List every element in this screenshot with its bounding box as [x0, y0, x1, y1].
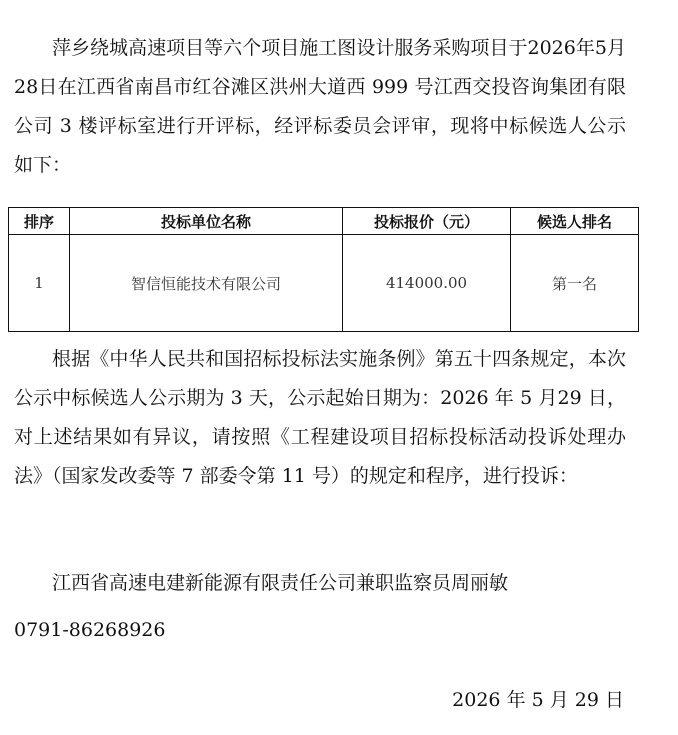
- publish-date: 2026 年 5 月 29 日: [452, 689, 624, 711]
- table-header-row: [9, 208, 639, 235]
- contact-person: 江西省高速电建新能源有限责任公司兼职监察员周丽敏: [52, 572, 509, 594]
- cell-rank: 1: [9, 235, 70, 332]
- header-rank: 排序: [9, 208, 70, 235]
- notice-paragraph: 根据《中华人民共和国招标投标法实施条例》第五十四条规定，本次公示中标候选人公示期为 3 天，公示起始日期为：2026 年 5 月29 日，对上述结果如有异议，请按照《工程建设项目招标投标活动投诉处理办法》（国家发改委等 7 部委令第 11 号）的规定和程序，进行投诉：: [14, 348, 626, 487]
- table-row: [9, 235, 639, 332]
- header-bid-price: 投标报价（元）: [343, 208, 511, 235]
- intro-paragraph: 萍乡绕城高速项目等六个项目施工图设计服务采购项目于2026年5月28日在江西省南昌市红谷滩区洪州大道西 999 号江西交投咨询集团有限公司 3 楼评标室进行开评标，经评标委员会评审，现将中标候选人公示如下：: [14, 37, 626, 176]
- cell-bidder-name: 智信恒能技术有限公司: [70, 235, 343, 332]
- cell-bid-price: 414000.00: [343, 235, 511, 332]
- header-bidder-name: 投标单位名称: [70, 208, 343, 235]
- cell-candidate-ranking: 第一名: [511, 235, 639, 332]
- header-candidate-ranking: 候选人排名: [511, 208, 639, 235]
- contact-phone: 0791-86268926: [14, 619, 166, 641]
- candidate-table: [8, 207, 639, 332]
